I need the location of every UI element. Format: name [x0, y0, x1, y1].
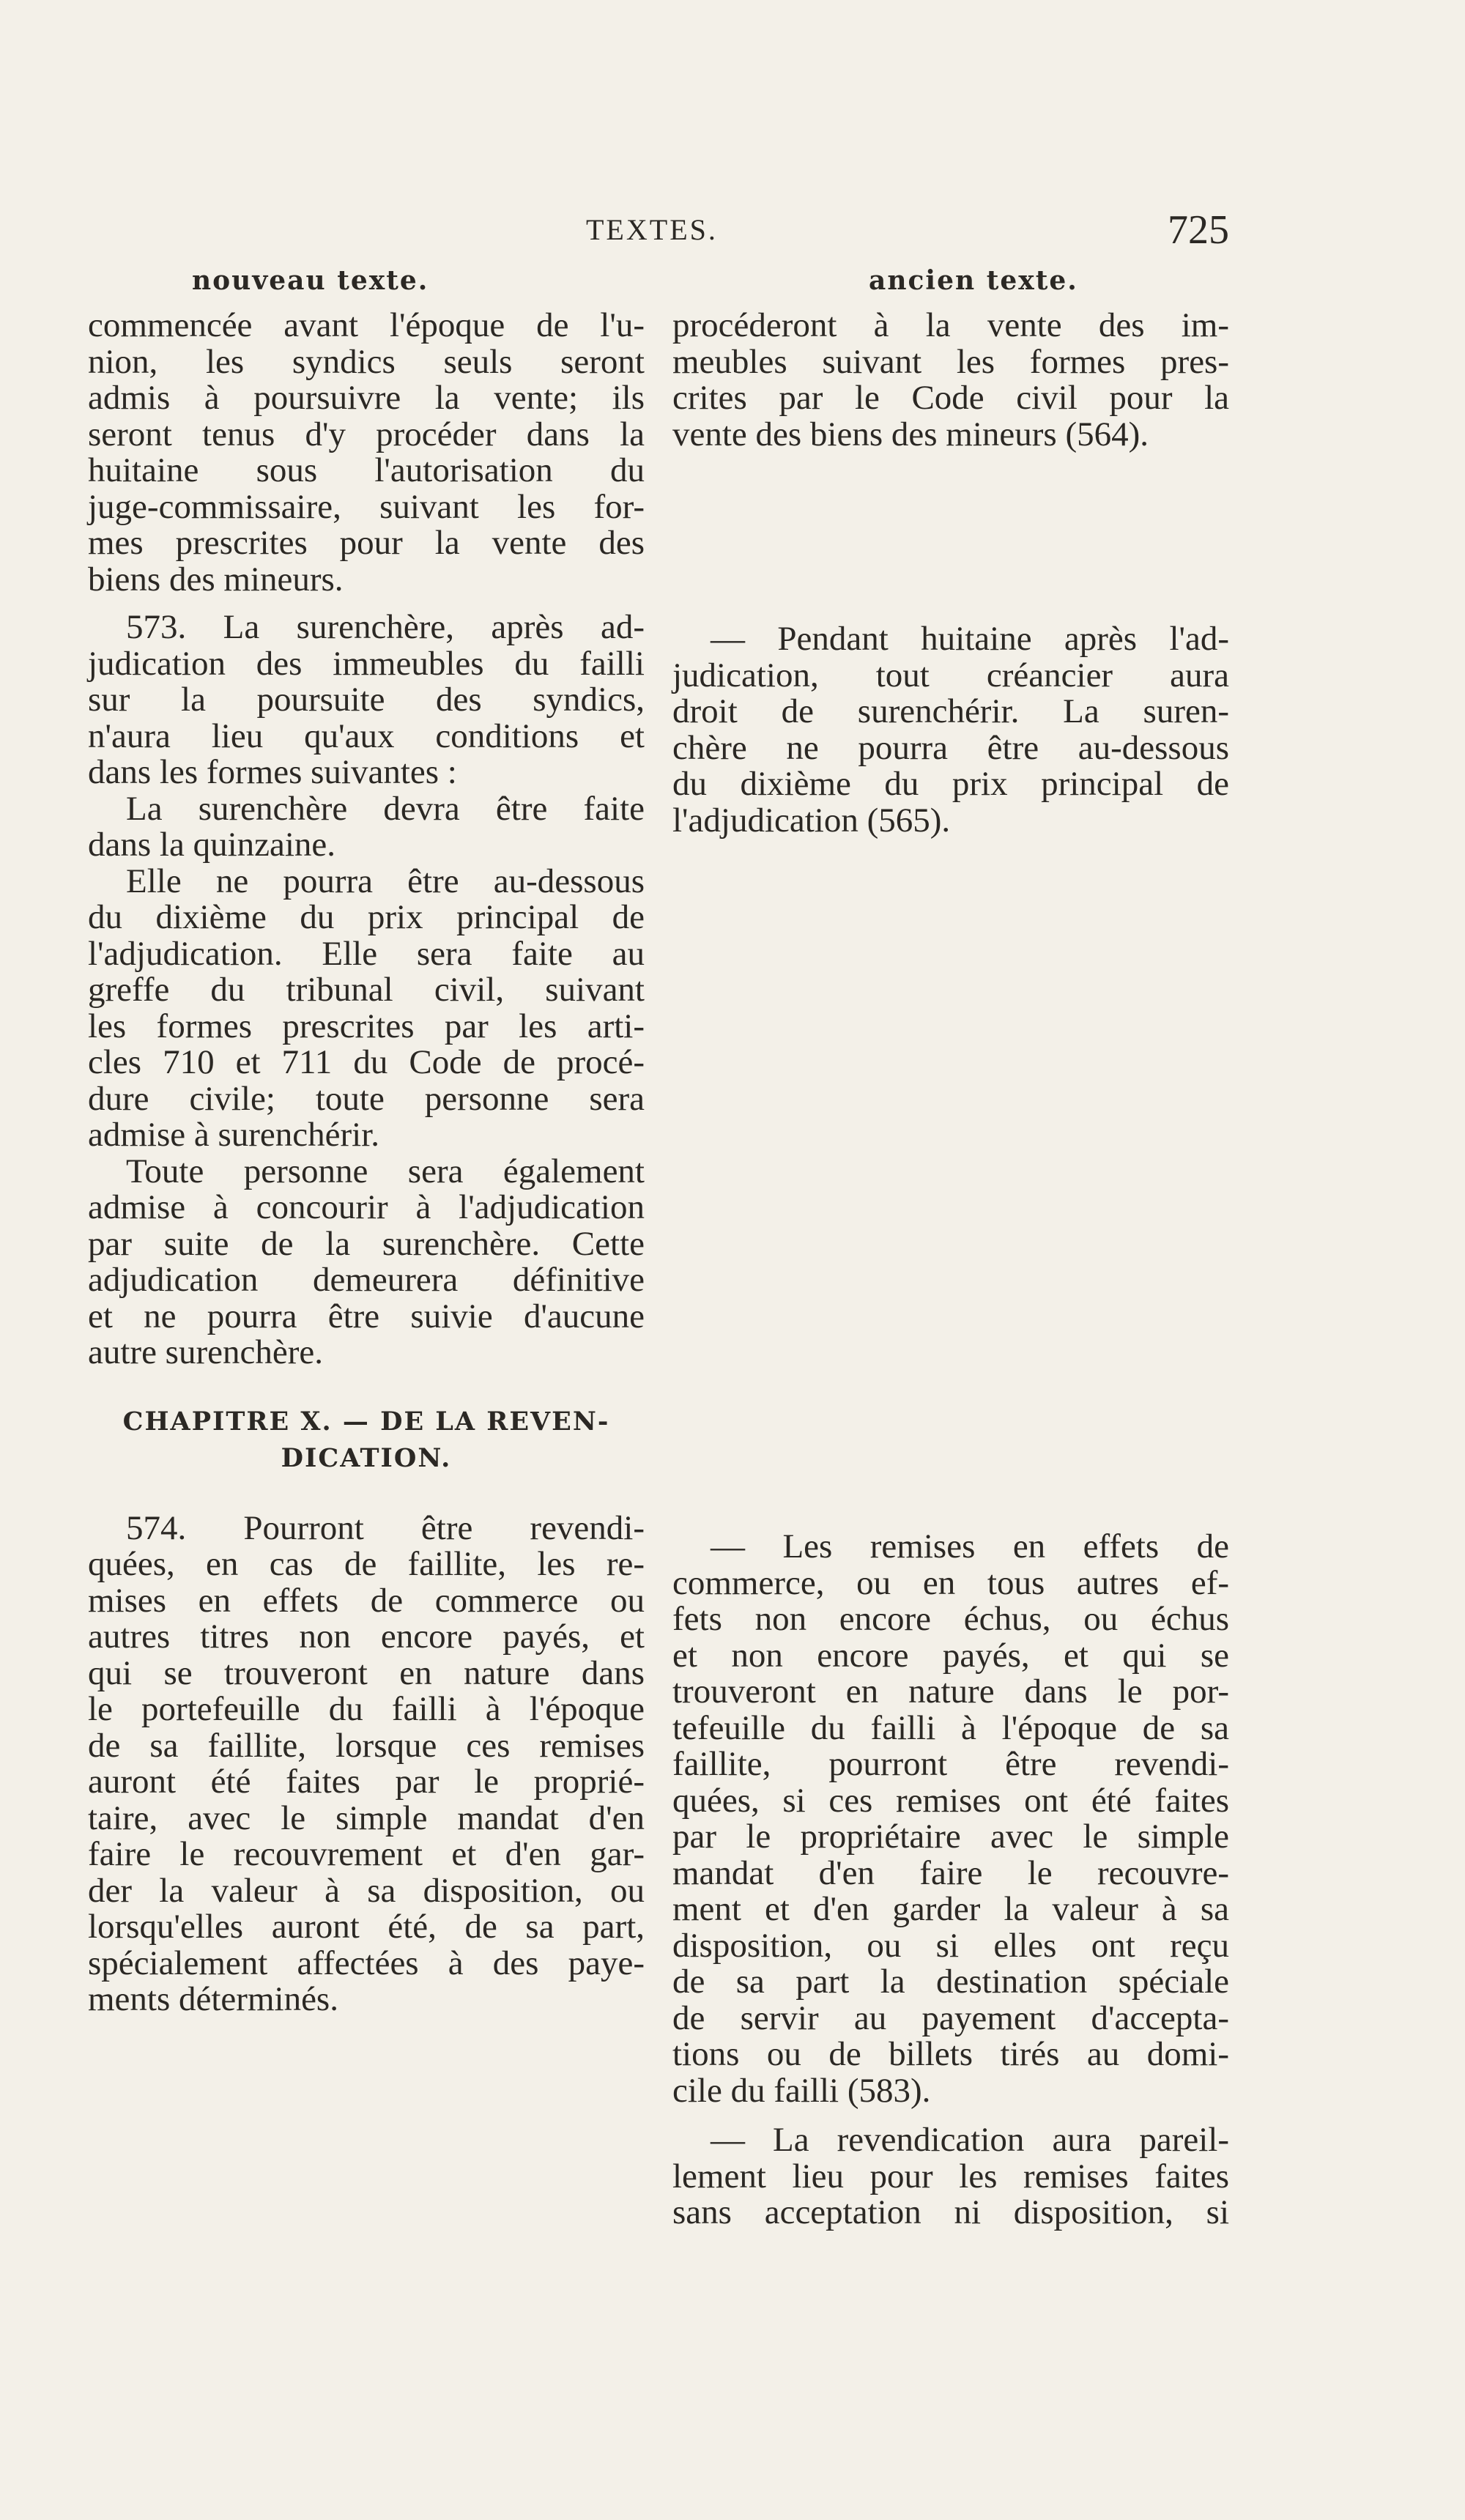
text-line: qui se trouveront en nature dans	[88, 1653, 645, 1692]
text-line: 574. Pourront être revendi-	[126, 1508, 645, 1547]
paragraph-565	[672, 621, 1229, 839]
text-line: fets non encore échus, ou échus	[672, 1600, 1229, 1638]
article-573-fourth-paragraph	[88, 1154, 645, 1371]
paragraph-583	[672, 1529, 1229, 2109]
text-line: de sa part la destination spéciale	[672, 1963, 1229, 2001]
text-line: du dixième du prix principal de	[88, 898, 645, 936]
right-column-heading: ancien texte.	[869, 265, 1078, 296]
article-573-third-paragraph	[88, 861, 645, 1154]
text-line: cile du failli (583).	[672, 2071, 931, 2110]
text-line: tefeuille du failli à l'époque de sa	[672, 1708, 1229, 1747]
text-line: sans acceptation ni disposition, si	[672, 2193, 1229, 2231]
paragraph-revendication	[672, 2122, 1229, 2231]
text-line: nion, les syndics seuls seront	[88, 342, 645, 381]
text-line: trouveront en nature dans le por-	[672, 1672, 1229, 1711]
text-line: par suite de la surenchère. Cette	[88, 1224, 645, 1263]
text-line: et non encore payés, et qui se	[672, 1636, 1229, 1675]
text-line: autres titres non encore payés, et	[88, 1617, 645, 1656]
text-line: faire le recouvrement et d'en gar-	[88, 1835, 645, 1873]
text-line: dans les formes suivantes :	[88, 753, 457, 791]
article-573-paragraph	[88, 609, 645, 791]
text-line: judication, tout créancier aura	[672, 656, 1229, 694]
text-line: spécialement affectées à des paye-	[88, 1943, 645, 1982]
text-line: crites par le Code civil pour la	[672, 379, 1229, 417]
text-line: admise à concourir à l'adjudication	[88, 1188, 645, 1226]
text-line: adjudication demeurera définitive	[88, 1261, 645, 1299]
text-line: du dixième du prix principal de	[672, 765, 1229, 803]
text-line: der la valeur à sa disposition, ou	[88, 1871, 645, 1910]
text-line: greffe du tribunal civil, suivant	[88, 971, 645, 1009]
text-line: biens des mineurs.	[88, 560, 344, 598]
left-intro-paragraph	[88, 308, 645, 598]
text-line: admis à poursuivre la vente; ils	[88, 379, 645, 417]
running-header	[0, 207, 1465, 256]
text-line: n'aura lieu qu'aux conditions et	[88, 716, 645, 755]
text-line: commencée avant l'époque de l'u-	[88, 306, 645, 344]
text-line: — La revendication aura pareil-	[711, 2121, 1229, 2159]
text-line: ment et d'en garder la valeur à sa	[672, 1890, 1229, 1928]
right-intro-paragraph	[672, 308, 1229, 453]
text-line: de sa faillite, lorsque ces remises	[88, 1726, 645, 1765]
text-line: sur la poursuite des syndics,	[88, 681, 645, 719]
text-line: ments déterminés.	[88, 1980, 338, 2018]
text-line: mises en effets de commerce ou	[88, 1581, 645, 1620]
text-line: par le propriétaire avec le simple	[672, 1817, 1229, 1856]
running-title: TEXTES.	[586, 213, 718, 246]
text-line: lorsqu'elles auront été, de sa part,	[88, 1908, 645, 1946]
text-line: taire, avec le simple mandat d'en	[88, 1798, 645, 1837]
text-line: quées, en cas de faillite, les re-	[88, 1545, 645, 1583]
text-line: huitaine sous l'autorisation du	[88, 451, 645, 489]
text-line: meubles suivant les formes pres-	[672, 342, 1229, 381]
text-line: et ne pourra être suivie d'aucune	[88, 1297, 645, 1335]
article-574-paragraph	[88, 1508, 645, 2018]
text-line: autre surenchère.	[88, 1333, 323, 1371]
text-line: procéderont à la vente des im-	[672, 306, 1229, 344]
text-line: cles 710 et 711 du Code de procé-	[88, 1043, 645, 1081]
text-line: les formes prescrites par les arti-	[88, 1007, 645, 1045]
right-column-old-text	[672, 308, 1229, 2231]
text-line: faillite, pourront être revendi-	[672, 1745, 1229, 1783]
text-line: auront été faites par le proprié-	[88, 1763, 645, 1801]
text-line: de servir au payement d'accepta-	[672, 1998, 1229, 2037]
chapter-heading-line: DICATION.	[281, 1442, 452, 1473]
text-line: tions ou de billets tirés au domi-	[672, 2035, 1229, 2073]
left-column-new-text	[88, 308, 645, 2018]
text-line: Toute personne sera également	[126, 1152, 645, 1190]
text-line: Elle ne pourra être au-dessous	[126, 861, 645, 900]
text-line: dure civile; toute personne sera	[88, 1079, 645, 1118]
chapter-heading-line: CHAPITRE X. — DE LA REVEN-	[122, 1406, 610, 1437]
text-line: La surenchère devra être faite	[126, 789, 645, 828]
text-line: mandat d'en faire le recouvre-	[672, 1853, 1229, 1892]
article-573-second-paragraph	[88, 791, 645, 864]
text-line: disposition, ou si elles ont reçu	[672, 1926, 1229, 1965]
text-line: — Pendant huitaine après l'ad-	[711, 620, 1229, 658]
text-line: l'adjudication. Elle sera faite au	[88, 934, 645, 973]
text-line: chère ne pourra être au-dessous	[672, 728, 1229, 767]
text-line: dans la quinzaine.	[88, 826, 336, 864]
left-column-heading: nouveau texte.	[192, 265, 429, 296]
text-line: lement lieu pour les remises faites	[672, 2157, 1229, 2195]
text-line: seront tenus d'y procéder dans la	[88, 415, 645, 453]
text-line: l'adjudication (565).	[672, 801, 951, 840]
text-line: — Les remises en effets de	[711, 1527, 1229, 1565]
text-line: judication des immeubles du failli	[88, 644, 645, 683]
text-line: commerce, ou en tous autres ef-	[672, 1563, 1229, 1602]
text-line: le portefeuille du failli à l'époque	[88, 1690, 645, 1728]
chapter-heading	[88, 1404, 645, 1477]
page-number: 725	[1168, 207, 1229, 253]
text-line: droit de surenchérir. La suren-	[672, 692, 1229, 730]
text-line: quées, si ces remises ont été faites	[672, 1781, 1229, 1820]
text-line: juge-commissaire, suivant les for-	[88, 487, 645, 526]
text-line: mes prescrites pour la vente des	[88, 524, 645, 562]
text-line: admise à surenchérir.	[88, 1116, 380, 1154]
text-line: vente des biens des mineurs (564).	[672, 415, 1149, 453]
text-line: 573. La surenchère, après ad-	[126, 608, 645, 646]
